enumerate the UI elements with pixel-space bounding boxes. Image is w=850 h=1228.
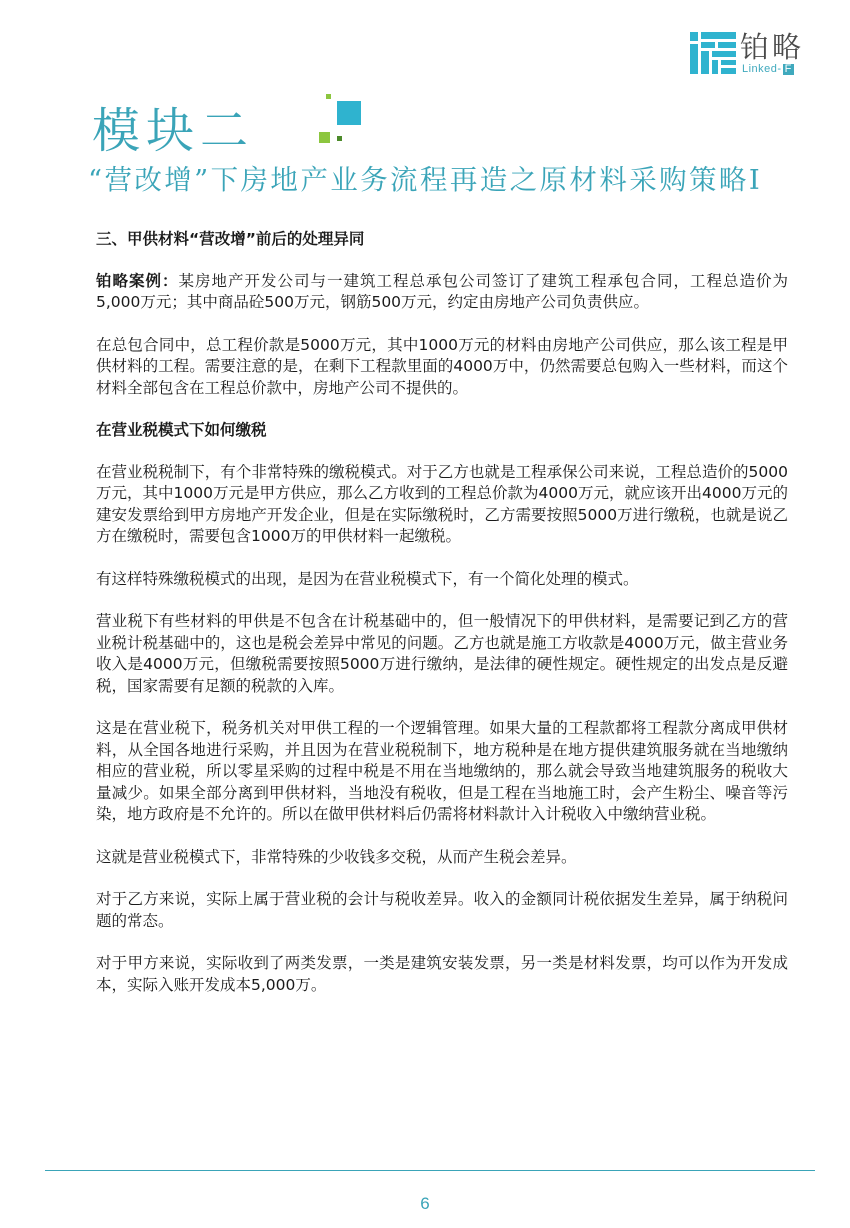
section-heading: 三、甲供材料“营改增”前后的处理异同 [96,230,365,248]
page-number: 6 [420,1194,430,1213]
case-text: 某房地产开发公司与一建筑工程总承包公司签订了建筑工程承包合同，工程总造价为5,000万元；其中商品砼500万元，钢筋500万元，约定由房地产公司负责供应。 [96,271,788,311]
article-body [96,229,788,1017]
paragraph-3: 有这样特殊缴税模式的出现，是因为在营业税模式下，有一个简化处理的模式。 [96,569,639,588]
paragraph-8: 对于甲方来说，实际收到了两类发票，一类是建筑安装发票，另一类是材料发票，均可以作为开发成本，实际入账开发成本5,000万。 [96,954,788,994]
paragraph-5: 这是在营业税下，税务机关对甲供工程的一个逻辑管理。如果大量的工程款都将工程款分离成甲供材料，从全国各地进行采购，并且因为在营业税税制下，地方税种是在地方提供建筑服务就在当地缴纳相应的营业税，所以零星采购的过程中税是不用在当地缴纳的，那么就会导致当地建筑服务的税收大量减少。如果全部分离到甲供材料，当地没有税收，但是工程在当地施工时，会产生粉尘、噪音等污染，地方政府是不允许的。所以在做甲供材料后仍需将材料款计入计税收入中缴纳营业税。 [96,719,788,823]
case-paragraph [96,271,788,314]
brand-logo [690,32,815,76]
paragraph-7: 对于乙方来说，实际上属于营业税的会计与税收差异。收入的金额同计税依据发生差异，属于纳税问题的常态。 [96,890,788,930]
module-title: 模块二 [92,103,255,159]
case-label: 铂略案例： [96,271,179,290]
sub-heading: 在营业税模式下如何缴税 [96,421,267,439]
brand-name-en-suffix: F [784,63,792,75]
brand-name-en-prefix: Linked- [742,63,782,75]
linked-f-logo-icon [690,32,736,74]
paragraph-2: 在营业税税制下，有个非常特殊的缴税模式。对于乙方也就是工程承保公司来说，工程总造价的5000万元，其中1000万元是甲方供应，那么乙方收到的工程总价款为4000万元，就应该开出4000万元的建安发票给到甲方房地产开发企业，但是在实际缴税时，乙方需要按照5000万进行缴税，也就是说乙方在缴税时，需要包含1000万的甲供材料一起缴税。 [96,462,788,545]
brand-name-en [742,63,794,75]
footer-divider [45,1170,815,1171]
paragraph-6: 这就是营业税模式下，非常特殊的少收钱多交税，从而产生税会差异。 [96,847,577,866]
module-subtitle: “营改增”下房地产业务流程再造之原材料采购策略Ⅰ [88,164,763,196]
paragraph-4: 营业税下有些材料的甲供是不包含在计税基础中的，但一般情况下的甲供材料，是需要记到乙方的营业税计税基础中的，这也是税会差异中常见的问题。乙方也就是施工方收款是4000万元，做主营业务收入是4000万元，但缴税需要按照5000万进行缴纳，是法律的硬性规定。硬性规定的出发点是反避税，国家需要有足额的税款的入库。 [96,612,788,695]
decorative-squares-icon [316,92,366,148]
brand-name-cn: 铂略 [740,30,805,64]
paragraph-1: 在总包合同中，总工程价款是5000万元，其中1000万元的材料由房地产公司供应，那么该工程是甲供材料的工程。需要注意的是，在剩下工程款里面的4000万中，仍然需要总包购入一些材料，而这个材料全部包含在工程总价款中，房地产公司不提供的。 [96,335,788,397]
